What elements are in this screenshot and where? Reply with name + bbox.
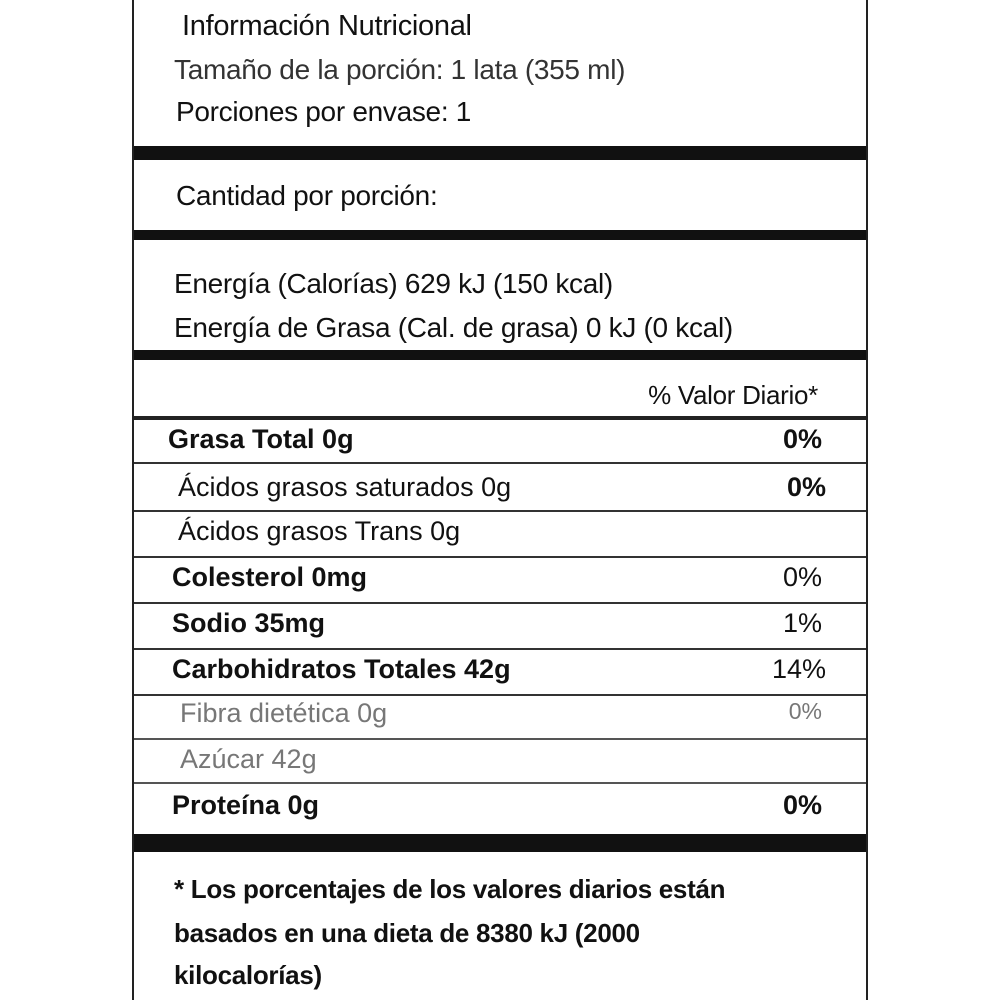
divider-thick: [134, 230, 866, 240]
nutrient-total-carbs-pct: 14%: [771, 654, 826, 684]
divider: [134, 782, 866, 784]
serving-size: Tamaño de la porción: 1 lata (355 ml): [174, 54, 626, 85]
divider-thick: [134, 834, 866, 852]
servings-per-container: Porciones por envase: 1: [176, 96, 472, 127]
nutrient-trans-fat: Ácidos grasos Trans 0g: [178, 516, 461, 546]
divider: [134, 648, 866, 650]
divider: [134, 416, 866, 420]
divider: [134, 694, 866, 696]
nutrient-cholesterol: Colesterol 0mg: [172, 562, 368, 592]
daily-value-header: % Valor Diario*: [648, 380, 818, 410]
nutrient-cholesterol-pct: 0%: [782, 562, 822, 592]
energy-calories: Energía (Calorías) 629 kJ (150 kcal): [174, 268, 613, 299]
divider: [134, 602, 866, 604]
nutrient-fiber: Fibra dietética 0g: [180, 698, 388, 728]
divider: [134, 738, 866, 740]
nutrient-total-fat: Grasa Total 0g: [168, 424, 354, 454]
energy-fat-calories: Energía de Grasa (Cal. de grasa) 0 kJ (0 kcal): [174, 312, 733, 343]
nutrient-saturated-fat-pct: 0%: [786, 472, 826, 502]
divider-thick: [134, 146, 866, 160]
nutrient-protein: Proteína 0g: [172, 790, 320, 820]
nutrient-sugar: Azúcar 42g: [180, 744, 317, 774]
divider-thick: [134, 350, 866, 360]
nutrient-fiber-pct: 0%: [788, 698, 822, 724]
nutrient-total-carbs: Carbohidratos Totales 42g: [172, 654, 511, 684]
divider: [134, 462, 866, 464]
divider: [134, 556, 866, 558]
nutrient-saturated-fat: Ácidos grasos saturados 0g: [178, 472, 512, 502]
footnote-line-1: * Los porcentajes de los valores diarios están: [174, 874, 726, 904]
nutrition-facts-label: [132, 0, 868, 1000]
divider: [134, 510, 866, 512]
footnote-line-3: kilocalorías): [174, 960, 322, 990]
nutrient-sodium: Sodio 35mg: [172, 608, 326, 638]
label-title: Información Nutricional: [182, 10, 472, 42]
footnote-line-2: basados en una dieta de 8380 kJ (2000: [174, 918, 640, 948]
nutrient-protein-pct: 0%: [782, 790, 822, 820]
amount-per-serving: Cantidad por porción:: [176, 180, 438, 211]
nutrient-sodium-pct: 1%: [782, 608, 822, 638]
nutrient-total-fat-pct: 0%: [782, 424, 822, 454]
